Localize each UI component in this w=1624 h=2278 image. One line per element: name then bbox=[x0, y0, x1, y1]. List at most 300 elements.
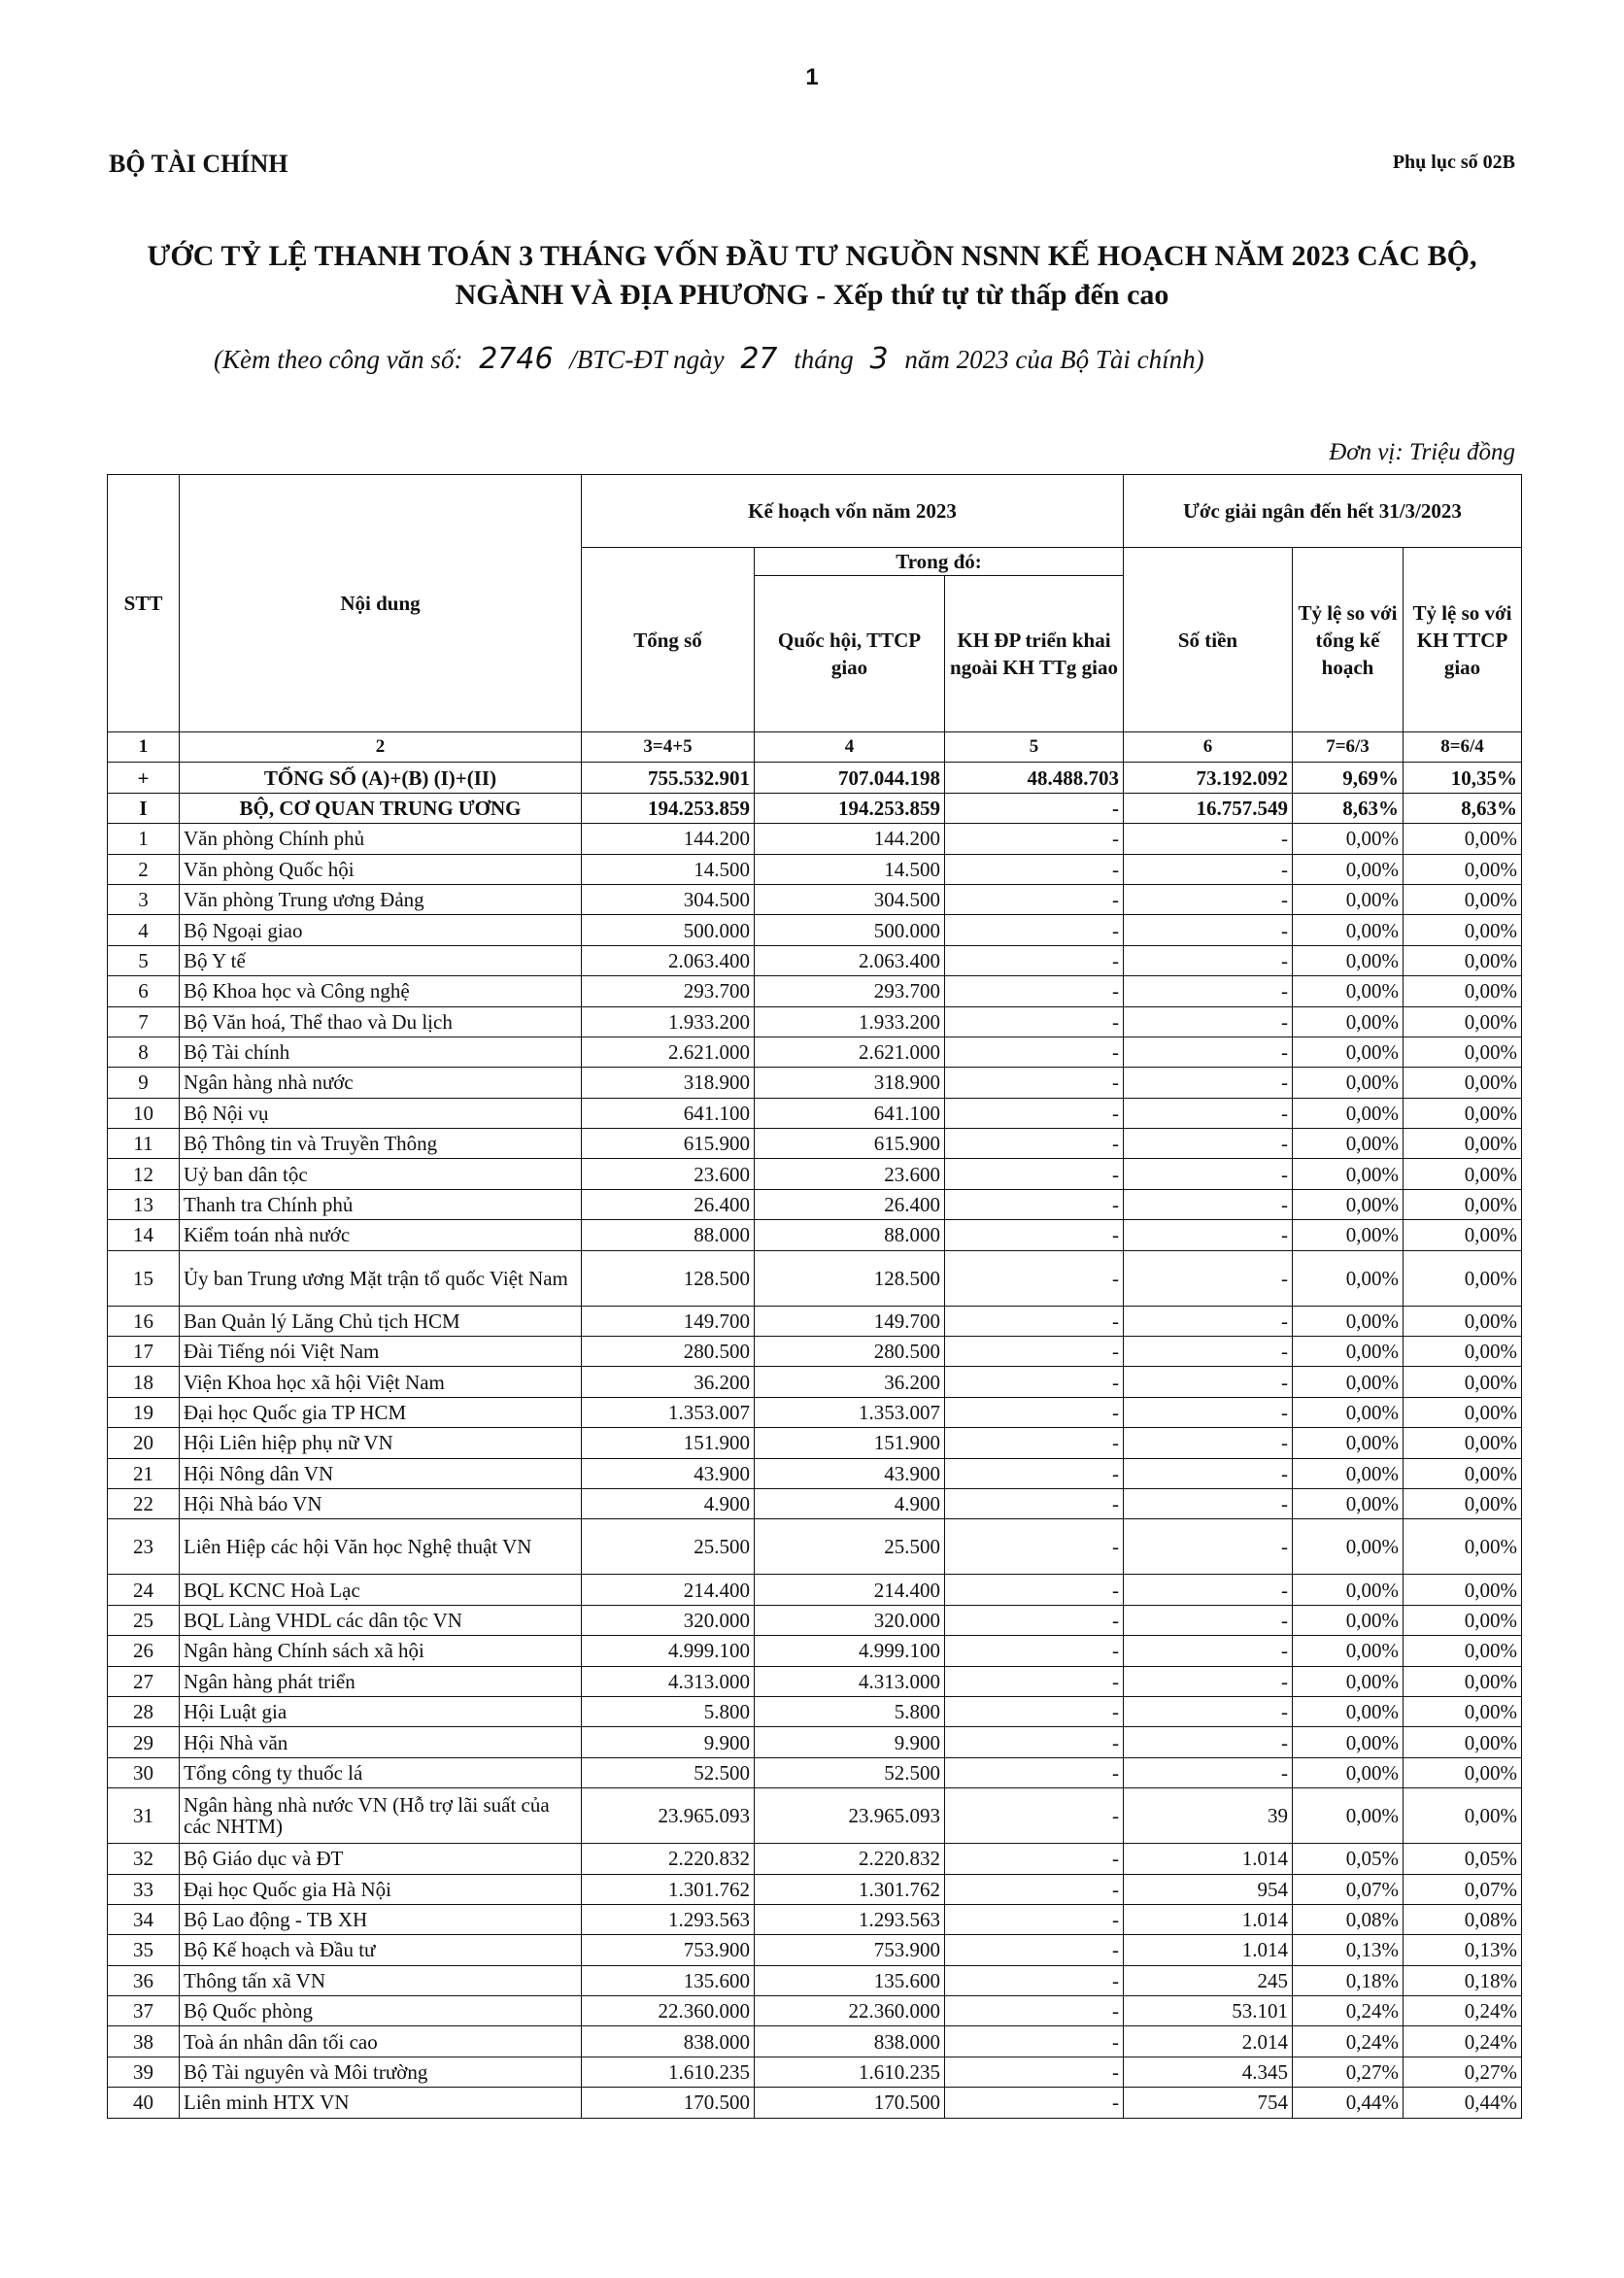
row-total: 2.621.000 bbox=[582, 1037, 755, 1067]
row-name: Hội Luật gia bbox=[180, 1696, 582, 1726]
table-row bbox=[108, 1098, 1522, 1128]
row-stt: I bbox=[108, 793, 180, 823]
table-row bbox=[108, 1605, 1522, 1635]
row-ratio-kh: 0,00% bbox=[1404, 1068, 1522, 1098]
row-ratio-kh: 0,18% bbox=[1404, 1965, 1522, 1995]
header-ty-le-kh: Tỷ lệ so với KH TTCP giao bbox=[1404, 548, 1522, 732]
row-quoc-hoi: 128.500 bbox=[755, 1250, 945, 1306]
row-amount: - bbox=[1124, 1006, 1293, 1037]
row-quoc-hoi: 26.400 bbox=[755, 1189, 945, 1219]
row-ratio-kh: 0,00% bbox=[1404, 1696, 1522, 1726]
row-amount: - bbox=[1124, 1757, 1293, 1787]
row-stt: 20 bbox=[108, 1428, 180, 1458]
row-kh-dp: - bbox=[945, 824, 1124, 854]
row-stt: 1 bbox=[108, 824, 180, 854]
row-amount: - bbox=[1124, 1727, 1293, 1757]
row-total: 214.400 bbox=[582, 1575, 755, 1605]
row-amount: - bbox=[1124, 824, 1293, 854]
row-quoc-hoi: 52.500 bbox=[755, 1757, 945, 1787]
row-ratio-total: 0,00% bbox=[1293, 1458, 1404, 1488]
row-ratio-total: 8,63% bbox=[1293, 793, 1404, 823]
row-ratio-total: 0,00% bbox=[1293, 1367, 1404, 1397]
header-quoc-hoi: Quốc hội, TTCP giao bbox=[755, 576, 945, 732]
row-total: 1.353.007 bbox=[582, 1397, 755, 1427]
row-quoc-hoi: 304.500 bbox=[755, 884, 945, 914]
table-row bbox=[108, 1935, 1522, 1965]
row-name: BỘ, CƠ QUAN TRUNG ƯƠNG bbox=[180, 793, 582, 823]
row-kh-dp: - bbox=[945, 1306, 1124, 1336]
row-ratio-total: 0,00% bbox=[1293, 1337, 1404, 1367]
subtitle-month-label: tháng bbox=[794, 345, 854, 374]
row-ratio-total: 0,13% bbox=[1293, 1935, 1404, 1965]
document-day: 27 bbox=[740, 342, 778, 376]
row-ratio-kh: 0,00% bbox=[1404, 1189, 1522, 1219]
table-row bbox=[108, 854, 1522, 884]
row-name: Ban Quản lý Lăng Chủ tịch HCM bbox=[180, 1306, 582, 1336]
row-ratio-total: 0,27% bbox=[1293, 2057, 1404, 2087]
row-total: 149.700 bbox=[582, 1306, 755, 1336]
row-quoc-hoi: 753.900 bbox=[755, 1935, 945, 1965]
row-kh-dp: - bbox=[945, 1666, 1124, 1696]
row-name: Kiểm toán nhà nước bbox=[180, 1220, 582, 1250]
row-ratio-kh: 0,00% bbox=[1404, 1636, 1522, 1666]
row-stt: 40 bbox=[108, 2088, 180, 2118]
row-total: 23.600 bbox=[582, 1159, 755, 1189]
row-ratio-total: 0,00% bbox=[1293, 1696, 1404, 1726]
row-amount: - bbox=[1124, 1250, 1293, 1306]
row-amount: 2.014 bbox=[1124, 2026, 1293, 2057]
row-total: 1.301.762 bbox=[582, 1874, 755, 1904]
table-row bbox=[108, 1636, 1522, 1666]
row-quoc-hoi: 707.044.198 bbox=[755, 763, 945, 793]
row-kh-dp: - bbox=[945, 1098, 1124, 1128]
row-stt: 26 bbox=[108, 1636, 180, 1666]
row-amount: - bbox=[1124, 1519, 1293, 1575]
row-amount: 4.345 bbox=[1124, 2057, 1293, 2087]
row-total: 4.900 bbox=[582, 1488, 755, 1518]
table-row bbox=[108, 1458, 1522, 1488]
row-quoc-hoi: 500.000 bbox=[755, 915, 945, 945]
header-kh-dp: KH ĐP triển khai ngoài KH TTg giao bbox=[945, 576, 1124, 732]
row-kh-dp: - bbox=[945, 2088, 1124, 2118]
row-ratio-kh: 0,00% bbox=[1404, 1788, 1522, 1844]
table-body bbox=[108, 732, 1522, 2119]
row-amount: 1.014 bbox=[1124, 1844, 1293, 1874]
row-total: 170.500 bbox=[582, 2088, 755, 2118]
header-stt: STT bbox=[108, 475, 180, 732]
table-row bbox=[108, 793, 1522, 823]
row-ratio-kh: 0,00% bbox=[1404, 1428, 1522, 1458]
row-name: Đài Tiếng nói Việt Nam bbox=[180, 1337, 582, 1367]
row-stt: 9 bbox=[108, 1068, 180, 1098]
row-total: 320.000 bbox=[582, 1605, 755, 1635]
row-stt: 37 bbox=[108, 1996, 180, 2026]
row-stt: 36 bbox=[108, 1965, 180, 1995]
row-stt: 33 bbox=[108, 1874, 180, 1904]
table-row bbox=[108, 1874, 1522, 1904]
row-kh-dp: - bbox=[945, 1159, 1124, 1189]
row-amount: - bbox=[1124, 1037, 1293, 1067]
column-number: 7=6/3 bbox=[1293, 732, 1404, 763]
row-stt: 7 bbox=[108, 1006, 180, 1037]
row-quoc-hoi: 2.621.000 bbox=[755, 1037, 945, 1067]
row-name: Bộ Lao động - TB XH bbox=[180, 1904, 582, 1934]
row-ratio-kh: 0,00% bbox=[1404, 1006, 1522, 1037]
row-total: 500.000 bbox=[582, 915, 755, 945]
row-quoc-hoi: 1.610.235 bbox=[755, 2057, 945, 2087]
row-ratio-kh: 0,07% bbox=[1404, 1874, 1522, 1904]
row-amount: - bbox=[1124, 1159, 1293, 1189]
row-name: Văn phòng Chính phủ bbox=[180, 824, 582, 854]
row-quoc-hoi: 318.900 bbox=[755, 1068, 945, 1098]
appendix-label: Phụ lục số 02B bbox=[1392, 152, 1515, 173]
row-total: 88.000 bbox=[582, 1220, 755, 1250]
row-total: 641.100 bbox=[582, 1098, 755, 1128]
row-amount: - bbox=[1124, 1488, 1293, 1518]
row-ratio-kh: 0,00% bbox=[1404, 1575, 1522, 1605]
row-total: 43.900 bbox=[582, 1458, 755, 1488]
row-ratio-total: 0,07% bbox=[1293, 1874, 1404, 1904]
table-row bbox=[108, 1788, 1522, 1844]
row-name: Thông tấn xã VN bbox=[180, 1965, 582, 1995]
row-kh-dp: - bbox=[945, 793, 1124, 823]
row-name: Bộ Kế hoạch và Đầu tư bbox=[180, 1935, 582, 1965]
row-total: 9.900 bbox=[582, 1727, 755, 1757]
row-kh-dp: - bbox=[945, 1996, 1124, 2026]
row-total: 280.500 bbox=[582, 1337, 755, 1367]
row-stt: 35 bbox=[108, 1935, 180, 1965]
row-kh-dp: - bbox=[945, 1458, 1124, 1488]
row-ratio-kh: 0,00% bbox=[1404, 824, 1522, 854]
row-name: Bộ Quốc phòng bbox=[180, 1996, 582, 2026]
row-name: Tổng công ty thuốc lá bbox=[180, 1757, 582, 1787]
column-number-row bbox=[108, 732, 1522, 763]
row-ratio-total: 0,00% bbox=[1293, 1189, 1404, 1219]
page-number: 1 bbox=[805, 64, 819, 90]
row-amount: - bbox=[1124, 1337, 1293, 1367]
row-kh-dp: - bbox=[945, 1874, 1124, 1904]
row-ratio-total: 0,00% bbox=[1293, 854, 1404, 884]
row-amount: - bbox=[1124, 1666, 1293, 1696]
row-name: Bộ Văn hoá, Thể thao và Du lịch bbox=[180, 1006, 582, 1037]
row-total: 1.610.235 bbox=[582, 2057, 755, 2087]
row-ratio-total: 0,00% bbox=[1293, 1519, 1404, 1575]
row-total: 5.800 bbox=[582, 1696, 755, 1726]
row-kh-dp: - bbox=[945, 1636, 1124, 1666]
row-name: Bộ Tài nguyên và Môi trường bbox=[180, 2057, 582, 2087]
row-ratio-kh: 0,13% bbox=[1404, 1935, 1522, 1965]
row-quoc-hoi: 293.700 bbox=[755, 976, 945, 1006]
table-row bbox=[108, 1965, 1522, 1995]
row-ratio-total: 0,44% bbox=[1293, 2088, 1404, 2118]
row-amount: 1.014 bbox=[1124, 1935, 1293, 1965]
row-name: Thanh tra Chính phủ bbox=[180, 1189, 582, 1219]
row-kh-dp: - bbox=[945, 1037, 1124, 1067]
row-quoc-hoi: 135.600 bbox=[755, 1965, 945, 1995]
row-name: Ủy ban Trung ương Mặt trận tổ quốc Việt Nam bbox=[180, 1250, 582, 1306]
table-row bbox=[108, 1488, 1522, 1518]
row-total: 2.063.400 bbox=[582, 945, 755, 975]
row-kh-dp: - bbox=[945, 1757, 1124, 1787]
row-ratio-kh: 0,24% bbox=[1404, 2026, 1522, 2057]
row-ratio-kh: 0,00% bbox=[1404, 884, 1522, 914]
row-name: Bộ Y tế bbox=[180, 945, 582, 975]
table-row bbox=[108, 1904, 1522, 1934]
row-ratio-kh: 0,08% bbox=[1404, 1904, 1522, 1934]
row-kh-dp: - bbox=[945, 1788, 1124, 1844]
ministry-name: BỘ TÀI CHÍNH bbox=[109, 150, 288, 178]
header-ty-le-tong: Tỷ lệ so với tổng kế hoạch bbox=[1293, 548, 1404, 732]
row-ratio-kh: 0,00% bbox=[1404, 1666, 1522, 1696]
row-stt: 16 bbox=[108, 1306, 180, 1336]
column-number: 1 bbox=[108, 732, 180, 763]
row-quoc-hoi: 194.253.859 bbox=[755, 793, 945, 823]
subtitle-prefix: (Kèm theo công văn số: bbox=[214, 345, 463, 374]
document-title bbox=[87, 237, 1537, 315]
table-row bbox=[108, 1996, 1522, 2026]
header-noi-dung: Nội dung bbox=[180, 475, 582, 732]
row-total: 36.200 bbox=[582, 1367, 755, 1397]
row-name: Toà án nhân dân tối cao bbox=[180, 2026, 582, 2057]
row-name: Bộ Nội vụ bbox=[180, 1098, 582, 1128]
row-stt: 30 bbox=[108, 1757, 180, 1787]
row-total: 26.400 bbox=[582, 1189, 755, 1219]
row-stt: 17 bbox=[108, 1337, 180, 1367]
row-ratio-total: 0,00% bbox=[1293, 1220, 1404, 1250]
row-total: 1.293.563 bbox=[582, 1904, 755, 1934]
row-ratio-kh: 0,00% bbox=[1404, 1037, 1522, 1067]
row-ratio-total: 0,00% bbox=[1293, 1250, 1404, 1306]
table-row bbox=[108, 976, 1522, 1006]
row-quoc-hoi: 280.500 bbox=[755, 1337, 945, 1367]
row-ratio-total: 0,00% bbox=[1293, 1068, 1404, 1098]
row-ratio-total: 0,00% bbox=[1293, 1757, 1404, 1787]
row-amount: - bbox=[1124, 1367, 1293, 1397]
table-row bbox=[108, 1068, 1522, 1098]
subtitle-middle: /BTC-ĐT ngày bbox=[569, 345, 725, 374]
row-amount: 16.757.549 bbox=[1124, 793, 1293, 823]
table-row bbox=[108, 824, 1522, 854]
row-stt: 34 bbox=[108, 1904, 180, 1934]
row-total: 293.700 bbox=[582, 976, 755, 1006]
row-total: 755.532.901 bbox=[582, 763, 755, 793]
row-ratio-kh: 0,44% bbox=[1404, 2088, 1522, 2118]
document-month: 3 bbox=[869, 342, 889, 376]
table-row bbox=[108, 1575, 1522, 1605]
row-total: 2.220.832 bbox=[582, 1844, 755, 1874]
row-quoc-hoi: 88.000 bbox=[755, 1220, 945, 1250]
table-row bbox=[108, 1189, 1522, 1219]
row-stt: 3 bbox=[108, 884, 180, 914]
row-kh-dp: - bbox=[945, 1935, 1124, 1965]
row-ratio-total: 0,00% bbox=[1293, 976, 1404, 1006]
row-name: BQL Làng VHDL các dân tộc VN bbox=[180, 1605, 582, 1635]
row-ratio-kh: 0,27% bbox=[1404, 2057, 1522, 2087]
row-stt: 18 bbox=[108, 1367, 180, 1397]
row-ratio-total: 0,00% bbox=[1293, 1727, 1404, 1757]
row-ratio-total: 0,00% bbox=[1293, 1666, 1404, 1696]
row-total: 304.500 bbox=[582, 884, 755, 914]
row-kh-dp: - bbox=[945, 1337, 1124, 1367]
column-number: 2 bbox=[180, 732, 582, 763]
row-quoc-hoi: 214.400 bbox=[755, 1575, 945, 1605]
row-name: Bộ Giáo dục và ĐT bbox=[180, 1844, 582, 1874]
row-amount: - bbox=[1124, 1189, 1293, 1219]
row-total: 144.200 bbox=[582, 824, 755, 854]
row-quoc-hoi: 2.220.832 bbox=[755, 1844, 945, 1874]
row-ratio-kh: 0,00% bbox=[1404, 945, 1522, 975]
document-number: 2746 bbox=[479, 342, 554, 376]
row-amount: - bbox=[1124, 1605, 1293, 1635]
table-row bbox=[108, 945, 1522, 975]
row-total: 23.965.093 bbox=[582, 1788, 755, 1844]
row-ratio-kh: 0,00% bbox=[1404, 1488, 1522, 1518]
row-amount: - bbox=[1124, 1458, 1293, 1488]
row-name: Văn phòng Trung ương Đảng bbox=[180, 884, 582, 914]
row-ratio-total: 0,08% bbox=[1293, 1904, 1404, 1934]
row-amount: 1.014 bbox=[1124, 1904, 1293, 1934]
row-name: Hội Nhà báo VN bbox=[180, 1488, 582, 1518]
row-amount: - bbox=[1124, 1220, 1293, 1250]
row-name: Văn phòng Quốc hội bbox=[180, 854, 582, 884]
table-row bbox=[108, 2026, 1522, 2057]
row-total: 838.000 bbox=[582, 2026, 755, 2057]
row-name: Bộ Thông tin và Truyền Thông bbox=[180, 1129, 582, 1159]
row-ratio-total: 0,00% bbox=[1293, 1129, 1404, 1159]
row-kh-dp: - bbox=[945, 1397, 1124, 1427]
row-ratio-total: 0,18% bbox=[1293, 1965, 1404, 1995]
table-row bbox=[108, 1337, 1522, 1367]
row-quoc-hoi: 149.700 bbox=[755, 1306, 945, 1336]
table-row bbox=[108, 1250, 1522, 1306]
row-quoc-hoi: 320.000 bbox=[755, 1605, 945, 1635]
row-total: 753.900 bbox=[582, 1935, 755, 1965]
table-row bbox=[108, 1306, 1522, 1336]
row-ratio-total: 0,00% bbox=[1293, 915, 1404, 945]
row-amount: - bbox=[1124, 1068, 1293, 1098]
row-kh-dp: - bbox=[945, 1965, 1124, 1995]
row-name: TỔNG SỐ (A)+(B) (I)+(II) bbox=[180, 763, 582, 793]
row-total: 318.900 bbox=[582, 1068, 755, 1098]
row-kh-dp: - bbox=[945, 976, 1124, 1006]
row-amount: - bbox=[1124, 915, 1293, 945]
row-stt: 6 bbox=[108, 976, 180, 1006]
row-ratio-kh: 0,00% bbox=[1404, 1337, 1522, 1367]
row-amount: 39 bbox=[1124, 1788, 1293, 1844]
row-kh-dp: - bbox=[945, 884, 1124, 914]
row-name: Ngân hàng nhà nước bbox=[180, 1068, 582, 1098]
row-kh-dp: - bbox=[945, 1519, 1124, 1575]
row-stt: 24 bbox=[108, 1575, 180, 1605]
row-total: 128.500 bbox=[582, 1250, 755, 1306]
row-amount: 245 bbox=[1124, 1965, 1293, 1995]
row-ratio-kh: 8,63% bbox=[1404, 793, 1522, 823]
row-amount: - bbox=[1124, 1306, 1293, 1336]
title-line-2: NGÀNH VÀ ĐỊA PHƯƠNG - Xếp thứ tự từ thấp đến cao bbox=[455, 279, 1169, 311]
row-stt: 39 bbox=[108, 2057, 180, 2087]
row-amount: 53.101 bbox=[1124, 1996, 1293, 2026]
header-trong-do: Trong đó: bbox=[755, 548, 1124, 576]
row-kh-dp: - bbox=[945, 1844, 1124, 1874]
row-ratio-total: 0,24% bbox=[1293, 1996, 1404, 2026]
row-name: Hội Nông dân VN bbox=[180, 1458, 582, 1488]
row-ratio-total: 0,24% bbox=[1293, 2026, 1404, 2057]
row-amount: - bbox=[1124, 1397, 1293, 1427]
row-total: 4.999.100 bbox=[582, 1636, 755, 1666]
row-ratio-kh: 0,00% bbox=[1404, 1519, 1522, 1575]
row-stt: 14 bbox=[108, 1220, 180, 1250]
row-quoc-hoi: 4.999.100 bbox=[755, 1636, 945, 1666]
row-ratio-total: 0,00% bbox=[1293, 1006, 1404, 1037]
column-number: 8=6/4 bbox=[1404, 732, 1522, 763]
table-header bbox=[108, 475, 1522, 732]
document-subtitle bbox=[214, 342, 1204, 376]
header-tong-so: Tổng số bbox=[582, 548, 755, 732]
row-stt: 8 bbox=[108, 1037, 180, 1067]
row-ratio-kh: 0,00% bbox=[1404, 1757, 1522, 1787]
row-stt: 22 bbox=[108, 1488, 180, 1518]
row-kh-dp: - bbox=[945, 1696, 1124, 1726]
row-quoc-hoi: 1.293.563 bbox=[755, 1904, 945, 1934]
table-row bbox=[108, 1428, 1522, 1458]
row-stt: 29 bbox=[108, 1727, 180, 1757]
table-row bbox=[108, 1220, 1522, 1250]
row-name: Liên minh HTX VN bbox=[180, 2088, 582, 2118]
row-kh-dp: - bbox=[945, 915, 1124, 945]
table-row bbox=[108, 1519, 1522, 1575]
row-kh-dp: - bbox=[945, 854, 1124, 884]
row-ratio-total: 0,00% bbox=[1293, 884, 1404, 914]
row-total: 1.933.200 bbox=[582, 1006, 755, 1037]
row-name: Bộ Ngoại giao bbox=[180, 915, 582, 945]
row-ratio-kh: 0,00% bbox=[1404, 1605, 1522, 1635]
row-kh-dp: - bbox=[945, 1904, 1124, 1934]
row-name: Ngân hàng Chính sách xã hội bbox=[180, 1636, 582, 1666]
row-stt: 25 bbox=[108, 1605, 180, 1635]
row-amount: 954 bbox=[1124, 1874, 1293, 1904]
row-ratio-total: 0,00% bbox=[1293, 1788, 1404, 1844]
table-row bbox=[108, 1757, 1522, 1787]
row-ratio-kh: 0,00% bbox=[1404, 1306, 1522, 1336]
row-ratio-total: 0,05% bbox=[1293, 1844, 1404, 1874]
row-ratio-total: 0,00% bbox=[1293, 1098, 1404, 1128]
subtitle-suffix: năm 2023 của Bộ Tài chính) bbox=[904, 345, 1204, 374]
header-uoc-giai-ngan: Ước giải ngân đến hết 31/3/2023 bbox=[1124, 475, 1522, 548]
table-row bbox=[108, 1397, 1522, 1427]
row-name: Hội Nhà văn bbox=[180, 1727, 582, 1757]
row-name: Hội Liên hiệp phụ nữ VN bbox=[180, 1428, 582, 1458]
row-ratio-total: 0,00% bbox=[1293, 945, 1404, 975]
row-ratio-total: 0,00% bbox=[1293, 1159, 1404, 1189]
table-row bbox=[108, 1367, 1522, 1397]
row-quoc-hoi: 144.200 bbox=[755, 824, 945, 854]
row-ratio-total: 0,00% bbox=[1293, 1605, 1404, 1635]
row-quoc-hoi: 615.900 bbox=[755, 1129, 945, 1159]
row-quoc-hoi: 1.301.762 bbox=[755, 1874, 945, 1904]
table-row bbox=[108, 884, 1522, 914]
row-name: Bộ Tài chính bbox=[180, 1037, 582, 1067]
table-row bbox=[108, 1037, 1522, 1067]
row-quoc-hoi: 36.200 bbox=[755, 1367, 945, 1397]
row-quoc-hoi: 9.900 bbox=[755, 1727, 945, 1757]
table-row bbox=[108, 763, 1522, 793]
row-ratio-kh: 0,00% bbox=[1404, 1129, 1522, 1159]
row-stt: 10 bbox=[108, 1098, 180, 1128]
row-quoc-hoi: 25.500 bbox=[755, 1519, 945, 1575]
row-stt: 11 bbox=[108, 1129, 180, 1159]
row-amount: - bbox=[1124, 1098, 1293, 1128]
row-total: 135.600 bbox=[582, 1965, 755, 1995]
